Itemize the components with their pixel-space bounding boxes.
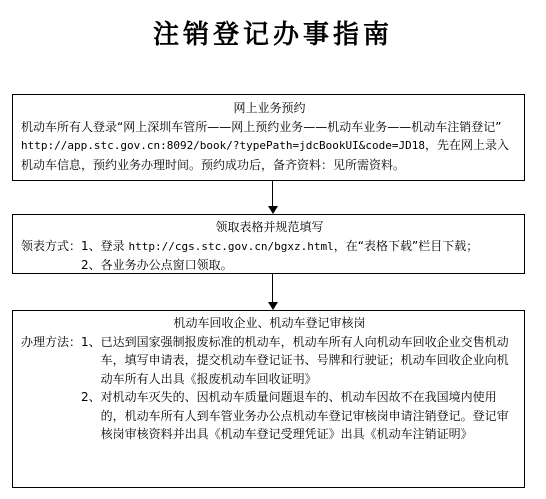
list-item: 2、 各业务办公点窗口领取。 — [81, 258, 233, 272]
step-text: 机动车所有人登录“网上深圳车管所——网上预约业务——机动车业务——机动车注销登记” — [21, 119, 502, 134]
list-item: 1、 已达到国家强制报废标准的机动车，机动车所有人向机动车回收企业交售机动车，填写申请表，提交机动车登记证书、号牌和行驶证；机动车回收企业向机动车所有人出具《报废机动车回收证明》 — [81, 334, 509, 386]
step-box-review — [12, 310, 525, 488]
forms-link[interactable]: http://cgs.stc.gov.cn/bgxz.html — [128, 239, 334, 253]
flow-arrow — [266, 274, 280, 310]
step-body — [21, 333, 518, 444]
method-label: 办理方法： — [21, 334, 82, 349]
step-text: ，先在网上录入机动车信息，预约业务办理时间。预约成功后，备齐资料：见所需资料。 — [21, 138, 509, 172]
step-heading: 网上业务预约 — [233, 101, 306, 115]
list-item: 1、 登录 http://cgs.stc.gov.cn/bgxz.html，在“表格下载”栏目下载； — [81, 238, 479, 253]
step-box-online-booking — [12, 94, 525, 181]
list-item: 2、 对机动车灭失的、因机动车质量问题退车的、机动车因故不在我国境内使用的，机动车所有人到车管业务办公点机动车登记审核岗申请注销登记。登记审核岗审核资料并出具《机动车登记受理凭证》出具《机动车注销证明》 — [81, 390, 509, 441]
flow-arrow — [266, 181, 280, 214]
step-body — [21, 237, 518, 275]
step-box-get-forms — [12, 214, 525, 274]
step-heading: 领取表格并规范填写 — [215, 220, 324, 234]
step-heading: 机动车回收企业、机动车登记审核岗 — [173, 316, 366, 330]
step-body — [21, 118, 518, 175]
method-label: 领表方式： — [21, 238, 82, 253]
page-title: 注销登记办事指南 — [152, 20, 393, 50]
booking-link[interactable]: http://app.stc.gov.cn:8092/book/?typePath=jdcBookUI&code=JD18 — [21, 139, 425, 152]
